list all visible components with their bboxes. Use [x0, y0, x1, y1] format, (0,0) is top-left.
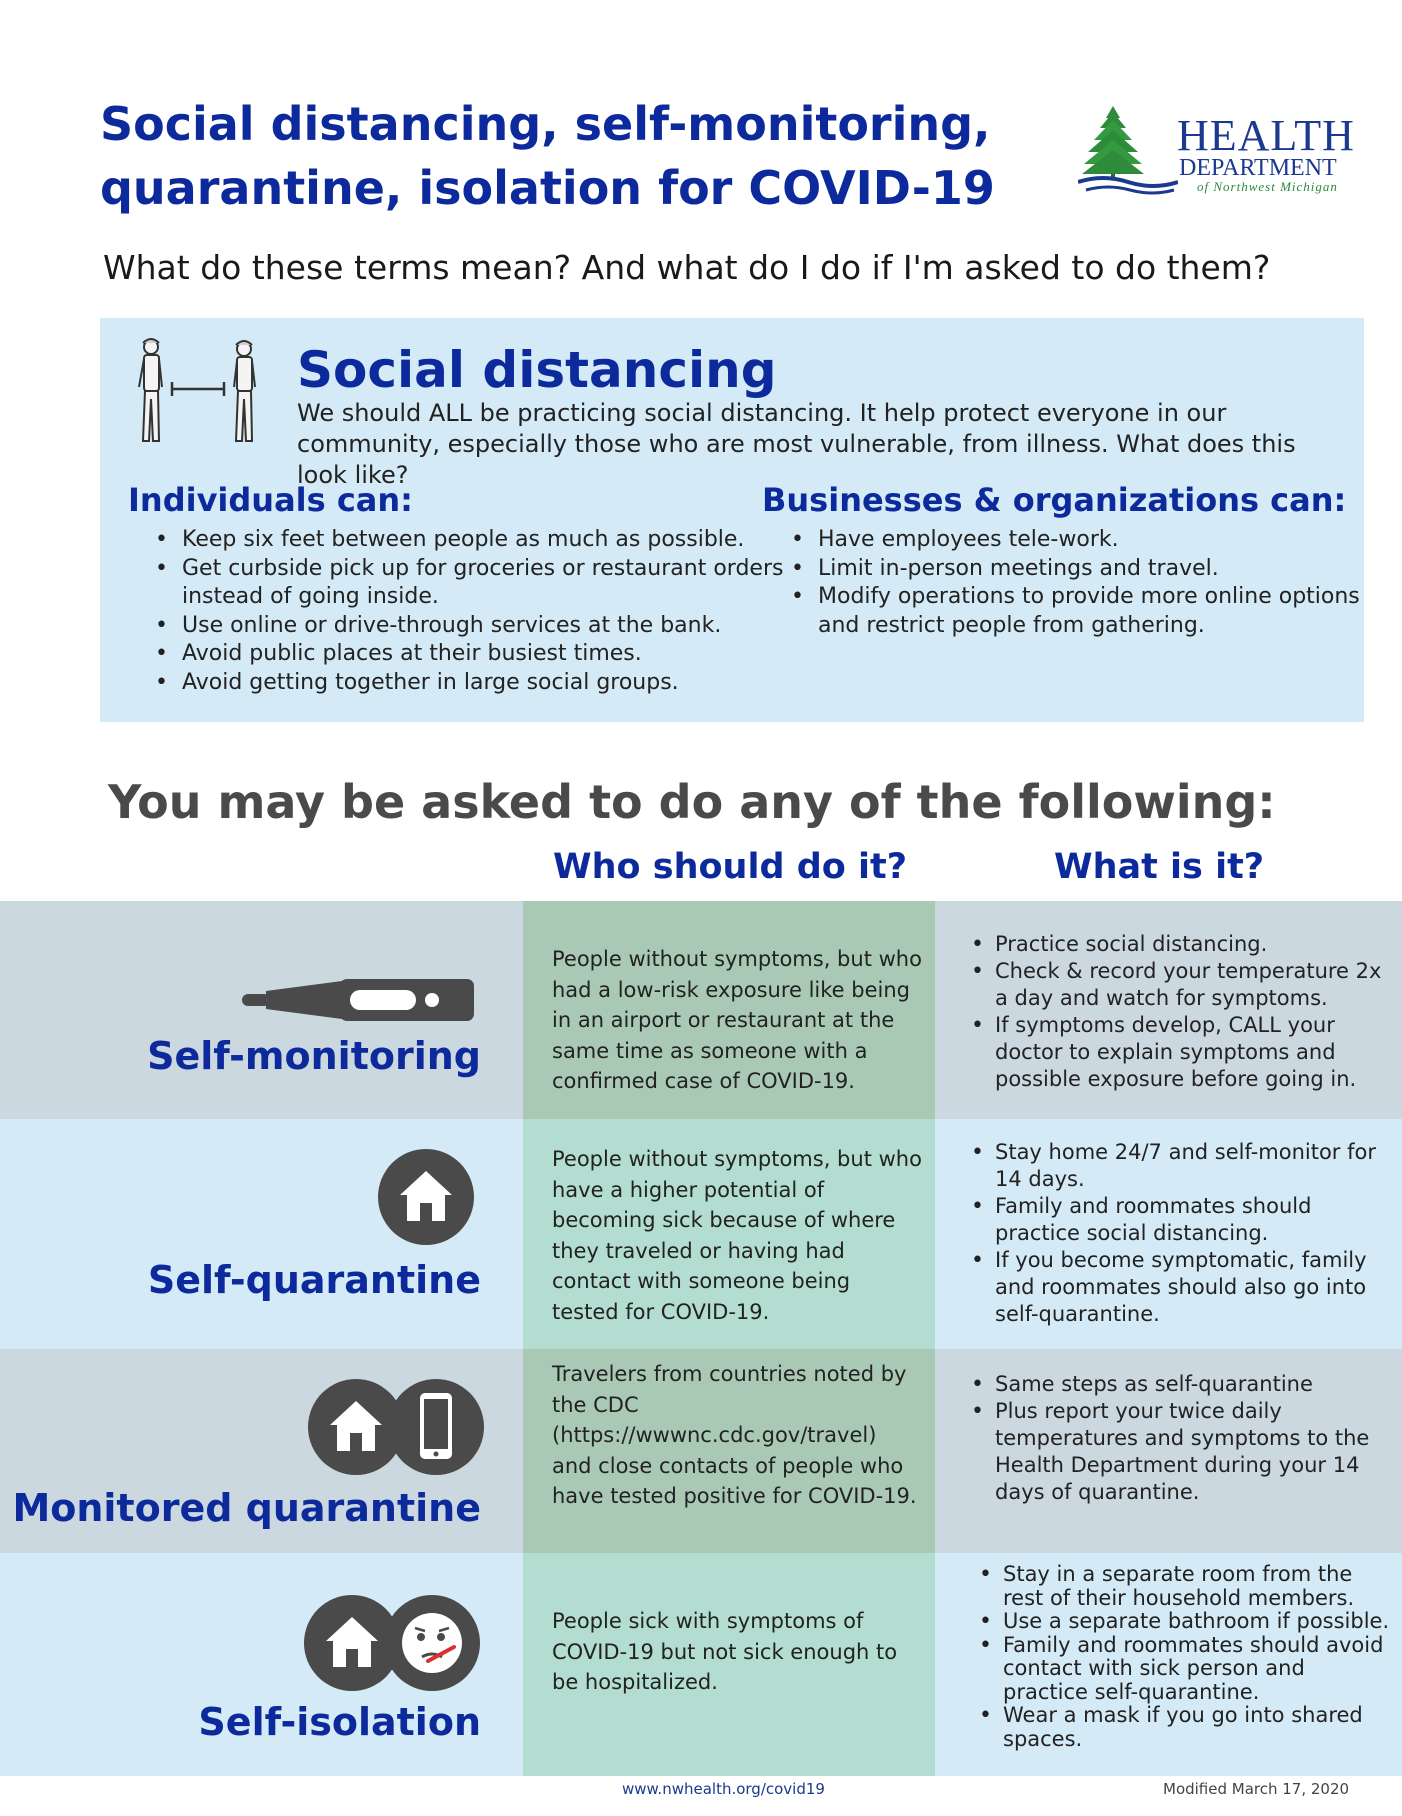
what-list	[955, 1139, 1395, 1328]
list-item: • Family and roommates should avoid contact with sick person and practice self-quarantine.	[1003, 1634, 1393, 1705]
list-item: • If symptoms develop, CALL your doctor to explain symptoms and possible exposure before going in.	[995, 1012, 1395, 1093]
row-label-cell	[0, 901, 523, 1119]
list-item: • Get curbside pick up for groceries or restaurant orders instead of going inside.	[182, 555, 812, 612]
footer-link[interactable]: www.nwhealth.org/covid19	[622, 1780, 825, 1798]
table-row-self-quarantine	[0, 1119, 1402, 1349]
row-label-cell	[0, 1119, 523, 1349]
list-item: • Wear a mask if you go into shared spaces.	[1003, 1704, 1393, 1751]
social-distancing-intro: We should ALL be practicing social distancing. It help protect everyone in our community, especially those who are most vulnerable, from illness. What does this look like?	[297, 399, 1296, 489]
row-label-cell	[0, 1553, 523, 1776]
who-text: People without symptoms, but who have a higher potential of becoming sick because of where they traveled or having had contact with someone being tested for COVID-19.	[552, 1147, 922, 1324]
table-row-self-isolation	[0, 1553, 1402, 1776]
social-distancing-people-icon	[130, 335, 265, 455]
row-label: Monitored quarantine	[12, 1486, 481, 1530]
list-item: • Stay in a separate room from the rest of their household members.	[1003, 1563, 1393, 1610]
list-item: • Same steps as self-quarantine	[995, 1371, 1395, 1398]
list-item: • Avoid getting together in large social groups.	[182, 669, 812, 698]
logo-line-1: HEALTH	[1177, 111, 1355, 160]
businesses-heading: Businesses & organizations can:	[762, 481, 1347, 519]
list-item: • Use online or drive-through services at the bank.	[182, 612, 812, 641]
what-cell	[935, 1553, 1402, 1776]
modified-date: Modified March 17, 2020	[1163, 1780, 1350, 1798]
row-label: Self-monitoring	[147, 1034, 481, 1078]
section-heading: You may be asked to do any of the following:	[108, 775, 1276, 829]
page-title	[100, 92, 1020, 220]
logo-line-3: of Northwest Michigan	[1197, 179, 1338, 194]
what-list	[955, 1371, 1395, 1506]
thermometer-icon	[242, 975, 474, 1025]
list-item: • Keep six feet between people as much as possible.	[182, 526, 812, 555]
house-icon	[378, 1149, 474, 1245]
list-item: • Practice social distancing.	[995, 931, 1395, 958]
row-label-cell	[0, 1349, 523, 1553]
title-line-1: Social distancing, self-monitoring,	[100, 97, 991, 151]
who-text: People sick with symptoms of COVID-19 but not sick enough to be hospitalized.	[552, 1609, 898, 1694]
who-cell	[523, 901, 935, 1119]
what-cell	[935, 901, 1402, 1119]
row-label: Self-quarantine	[147, 1258, 481, 1302]
who-text: People without symptoms, but who had a low-risk exposure like being in an airport or restaurant at the same time as someone with a confirmed case of COVID-19.	[552, 947, 922, 1093]
house-and-sick-face-icon	[304, 1595, 484, 1691]
health-department-logo	[1078, 104, 1368, 200]
who-cell	[523, 1349, 935, 1553]
what-cell	[935, 1119, 1402, 1349]
businesses-list	[766, 526, 1378, 640]
what-cell	[935, 1349, 1402, 1553]
row-label: Self-isolation	[198, 1700, 481, 1744]
what-list	[963, 1563, 1393, 1751]
list-item: • If you become symptomatic, family and roommates should also go into self-quarantine.	[995, 1247, 1395, 1328]
list-item: • Family and roommates should practice social distancing.	[995, 1193, 1395, 1247]
list-item: • Use a separate bathroom if possible.	[1003, 1610, 1393, 1634]
list-item: • Avoid public places at their busiest times.	[182, 640, 812, 669]
list-item: • Check & record your temperature 2x a day and watch for symptoms.	[995, 958, 1395, 1012]
table-row-self-monitoring	[0, 901, 1402, 1119]
list-item: • Modify operations to provide more online options and restrict people from gathering.	[818, 583, 1378, 640]
column-header-what: What is it?	[1054, 847, 1265, 887]
logo-line-2: DEPARTMENT	[1179, 155, 1337, 181]
title-line-2: quarantine, isolation for COVID-19	[100, 161, 995, 215]
who-cell	[523, 1119, 935, 1349]
column-header-who: Who should do it?	[553, 847, 908, 887]
individuals-heading: Individuals can:	[128, 481, 413, 519]
list-item: • Limit in-person meetings and travel.	[818, 555, 1378, 584]
list-item: • Have employees tele-work.	[818, 526, 1378, 555]
social-distancing-heading: Social distancing	[297, 341, 777, 399]
what-list	[955, 931, 1395, 1093]
list-item: • Plus report your twice daily temperatures and symptoms to the Health Department during your 14 days of quarantine.	[995, 1398, 1395, 1506]
page-subtitle: What do these terms mean? And what do I do if I'm asked to do them?	[103, 248, 1271, 287]
individuals-list	[130, 526, 812, 697]
house-and-phone-icon	[308, 1379, 488, 1475]
who-cell	[523, 1553, 935, 1776]
list-item: • Stay home 24/7 and self-monitor for 14 days.	[995, 1139, 1395, 1193]
who-text: Travelers from countries noted by the CDC (https://wwwnc.cdc.gov/travel) and close contacts of people who have tested positive for COVID-19.	[552, 1362, 917, 1508]
pine-tree-icon	[1078, 104, 1178, 200]
table-row-monitored-quarantine	[0, 1349, 1402, 1553]
